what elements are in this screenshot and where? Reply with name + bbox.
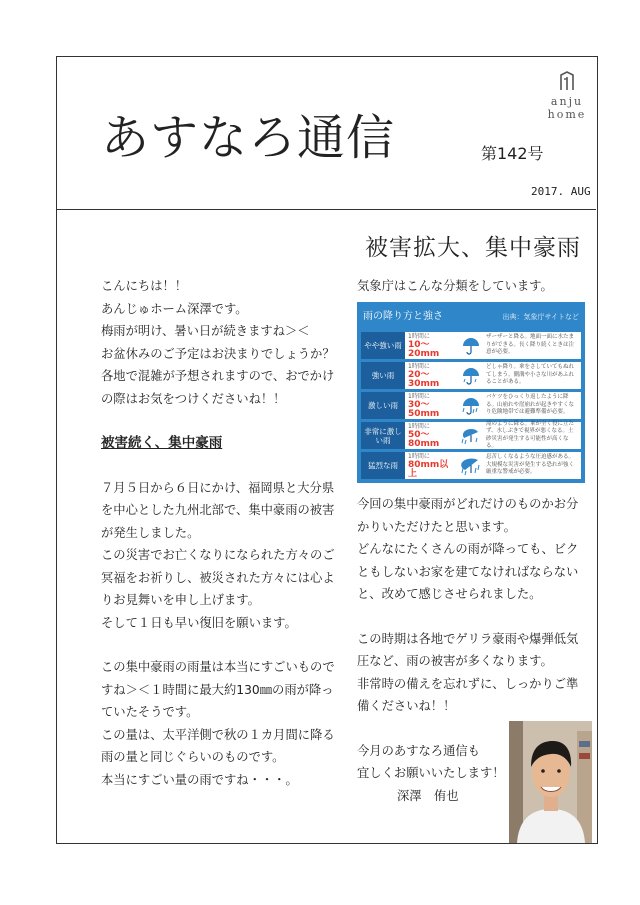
rain-description: 息苦しくなるような圧迫感がある。大規模な災害が発生する恐れが強く厳重な警戒が必要。 <box>486 454 575 476</box>
newsletter-frame <box>56 56 598 844</box>
issue-date: 2017. AUG <box>531 185 591 198</box>
article-paragraph-1 <box>101 477 341 635</box>
amount-unit: 1時間に <box>408 363 430 370</box>
article-paragraph-2 <box>101 656 341 791</box>
rain-level-label: やや強い雨 <box>361 332 405 359</box>
rain-amount <box>408 422 456 449</box>
amount-unit: 1時間に <box>408 393 430 400</box>
author-signature: 深澤 侑也 <box>397 788 459 803</box>
rain-description: 滝のように降る。傘が全く役に立たず、水しぶきで視界が悪くなる。土砂災害が発生する可能性が高くなる。 <box>486 420 575 449</box>
rain-level-label: 強い雨 <box>361 362 405 389</box>
amount-value: 30〜50mm <box>408 400 440 419</box>
text-line: そして１日も早い復旧を願います。 <box>101 615 297 630</box>
rain-amount <box>408 452 456 479</box>
rain-level-detail <box>405 392 581 419</box>
text-line: ７月５日から６日にかけ、福岡県と大分県 <box>101 480 335 495</box>
text-line: と、改めて感じさせられました。 <box>357 587 542 601</box>
amount-unit: 1時間に <box>408 423 430 430</box>
table-intro: 気象庁はこんな分類をしています。 <box>357 279 553 293</box>
text-line: お盆休みのご予定はお決まりでしょうか？ <box>101 346 335 361</box>
text-line: すね＞＜１時間に最大約130㎜の雨が降っ <box>101 682 334 697</box>
rain-amount <box>408 392 456 419</box>
left-column <box>101 275 341 791</box>
table-row <box>361 392 581 419</box>
main-headline: 被害拡大、集中豪雨 <box>365 235 581 261</box>
issue-number: 第142号 <box>481 144 544 163</box>
header-divider <box>57 209 596 210</box>
table-row <box>361 362 581 389</box>
text-line: こんにちは！！ <box>101 279 188 293</box>
rain-amount <box>408 332 456 359</box>
rain-description: ザーザーと降る。地面一面に水たまりができる。長く降り続くときは注意が必要。 <box>486 334 575 356</box>
amount-value: 50〜80mm <box>408 430 440 449</box>
text-line: 今月のあすなろ通信も <box>357 743 480 758</box>
text-line: この災害でお亡くなりになられた方々のご <box>101 548 335 562</box>
umbrella-icon <box>456 426 486 446</box>
table-title: 雨の降り方と強さ <box>363 310 443 322</box>
text-line: りお見舞いを申し上げます。 <box>101 593 260 607</box>
logo-text-home: home <box>547 108 587 121</box>
article-paragraph-3 <box>357 493 589 606</box>
table-source: 出典：気象庁サイトなど <box>502 312 579 321</box>
article-paragraph-4 <box>357 628 589 718</box>
amount-unit: 1時間に <box>408 453 430 460</box>
text-line: 備くださいね！！ <box>357 699 456 713</box>
rain-level-detail <box>405 332 581 359</box>
rain-description: どしゃ降り。傘をさしていてもぬれてしまう。側溝や小さな川があふれることがある。 <box>486 364 575 386</box>
text-line: 梅雨が明け、暑い日が続きますね＞＜ <box>101 324 310 338</box>
text-line: を中心とした九州北部で、集中豪雨の被害 <box>101 503 335 517</box>
logo-text-anju: anju <box>550 95 584 108</box>
rain-level-label: 激しい雨 <box>361 392 405 419</box>
logo-mark-icon <box>559 71 575 91</box>
rain-amount <box>408 362 456 389</box>
author-photo <box>509 721 592 843</box>
rain-level-detail <box>405 362 581 389</box>
text-line: 今回の集中豪雨がどれだけのものかお分 <box>357 497 579 511</box>
rain-intensity-table <box>357 302 585 484</box>
text-line: かりいただけたと思います。 <box>357 519 516 534</box>
umbrella-icon <box>456 456 486 476</box>
text-line: 圧など、雨の被害が多くなります。 <box>357 654 553 668</box>
company-logo <box>542 71 592 121</box>
umbrella-icon <box>456 336 486 356</box>
newsletter-title: あすなろ通信 <box>101 110 396 166</box>
text-line: 本当にすごい量の雨ですね・・・。 <box>101 772 298 787</box>
amount-value: 20〜30mm <box>408 370 440 389</box>
text-line: の際はお気をつけくださいね！！ <box>101 391 286 406</box>
umbrella-icon <box>456 366 486 386</box>
text-line: この時期は各地でゲリラ豪雨や爆弾低気 <box>357 631 579 646</box>
amount-value: 10〜20mm <box>408 340 440 359</box>
amount-value: 80mm以上 <box>408 460 449 479</box>
text-line: 非常時の備えを忘れずに、しっかりご準 <box>357 676 579 691</box>
table-row <box>361 332 581 359</box>
text-line: ていたそうです。 <box>101 705 199 719</box>
table-row <box>361 422 581 449</box>
text-line: あんじゅホーム深澤です。 <box>101 301 248 316</box>
rain-level-label: 猛烈な雨 <box>361 452 405 479</box>
rain-level-detail <box>405 452 581 479</box>
text-line: が発生しました。 <box>101 525 200 540</box>
umbrella-icon <box>456 396 486 416</box>
rain-level-label: 非常に激しい雨 <box>361 422 405 449</box>
text-line: 冥福をお祈りし、被災された方々には心よ <box>101 570 335 585</box>
table-header <box>361 306 581 333</box>
table-row <box>361 452 581 479</box>
text-line: 雨の量と同じぐらいのものです。 <box>101 750 285 764</box>
section-subheading: 被害続く、集中豪雨 <box>101 435 223 451</box>
text-line: 各地で混雑が予想されますので、おでかけ <box>101 369 335 383</box>
greeting-block <box>101 275 341 410</box>
text-line: ともしないお家を建てなければならない <box>357 564 579 579</box>
amount-unit: 1時間に <box>408 333 430 340</box>
rain-description: バケツをひっくり返したように降る。山崩れや崖崩れが起きやすくなり危険地帯では避難準備が必要。 <box>486 394 575 416</box>
rain-level-detail <box>405 422 581 449</box>
text-line: この集中豪雨の雨量は本当にすごいもので <box>101 660 335 674</box>
text-line: 宜しくお願いいたします！ <box>357 766 505 780</box>
text-line: どんなにたくさんの雨が降っても、ビク <box>357 542 579 556</box>
text-line: この量は、太平洋側で秋の１カ月間に降る <box>101 727 335 742</box>
